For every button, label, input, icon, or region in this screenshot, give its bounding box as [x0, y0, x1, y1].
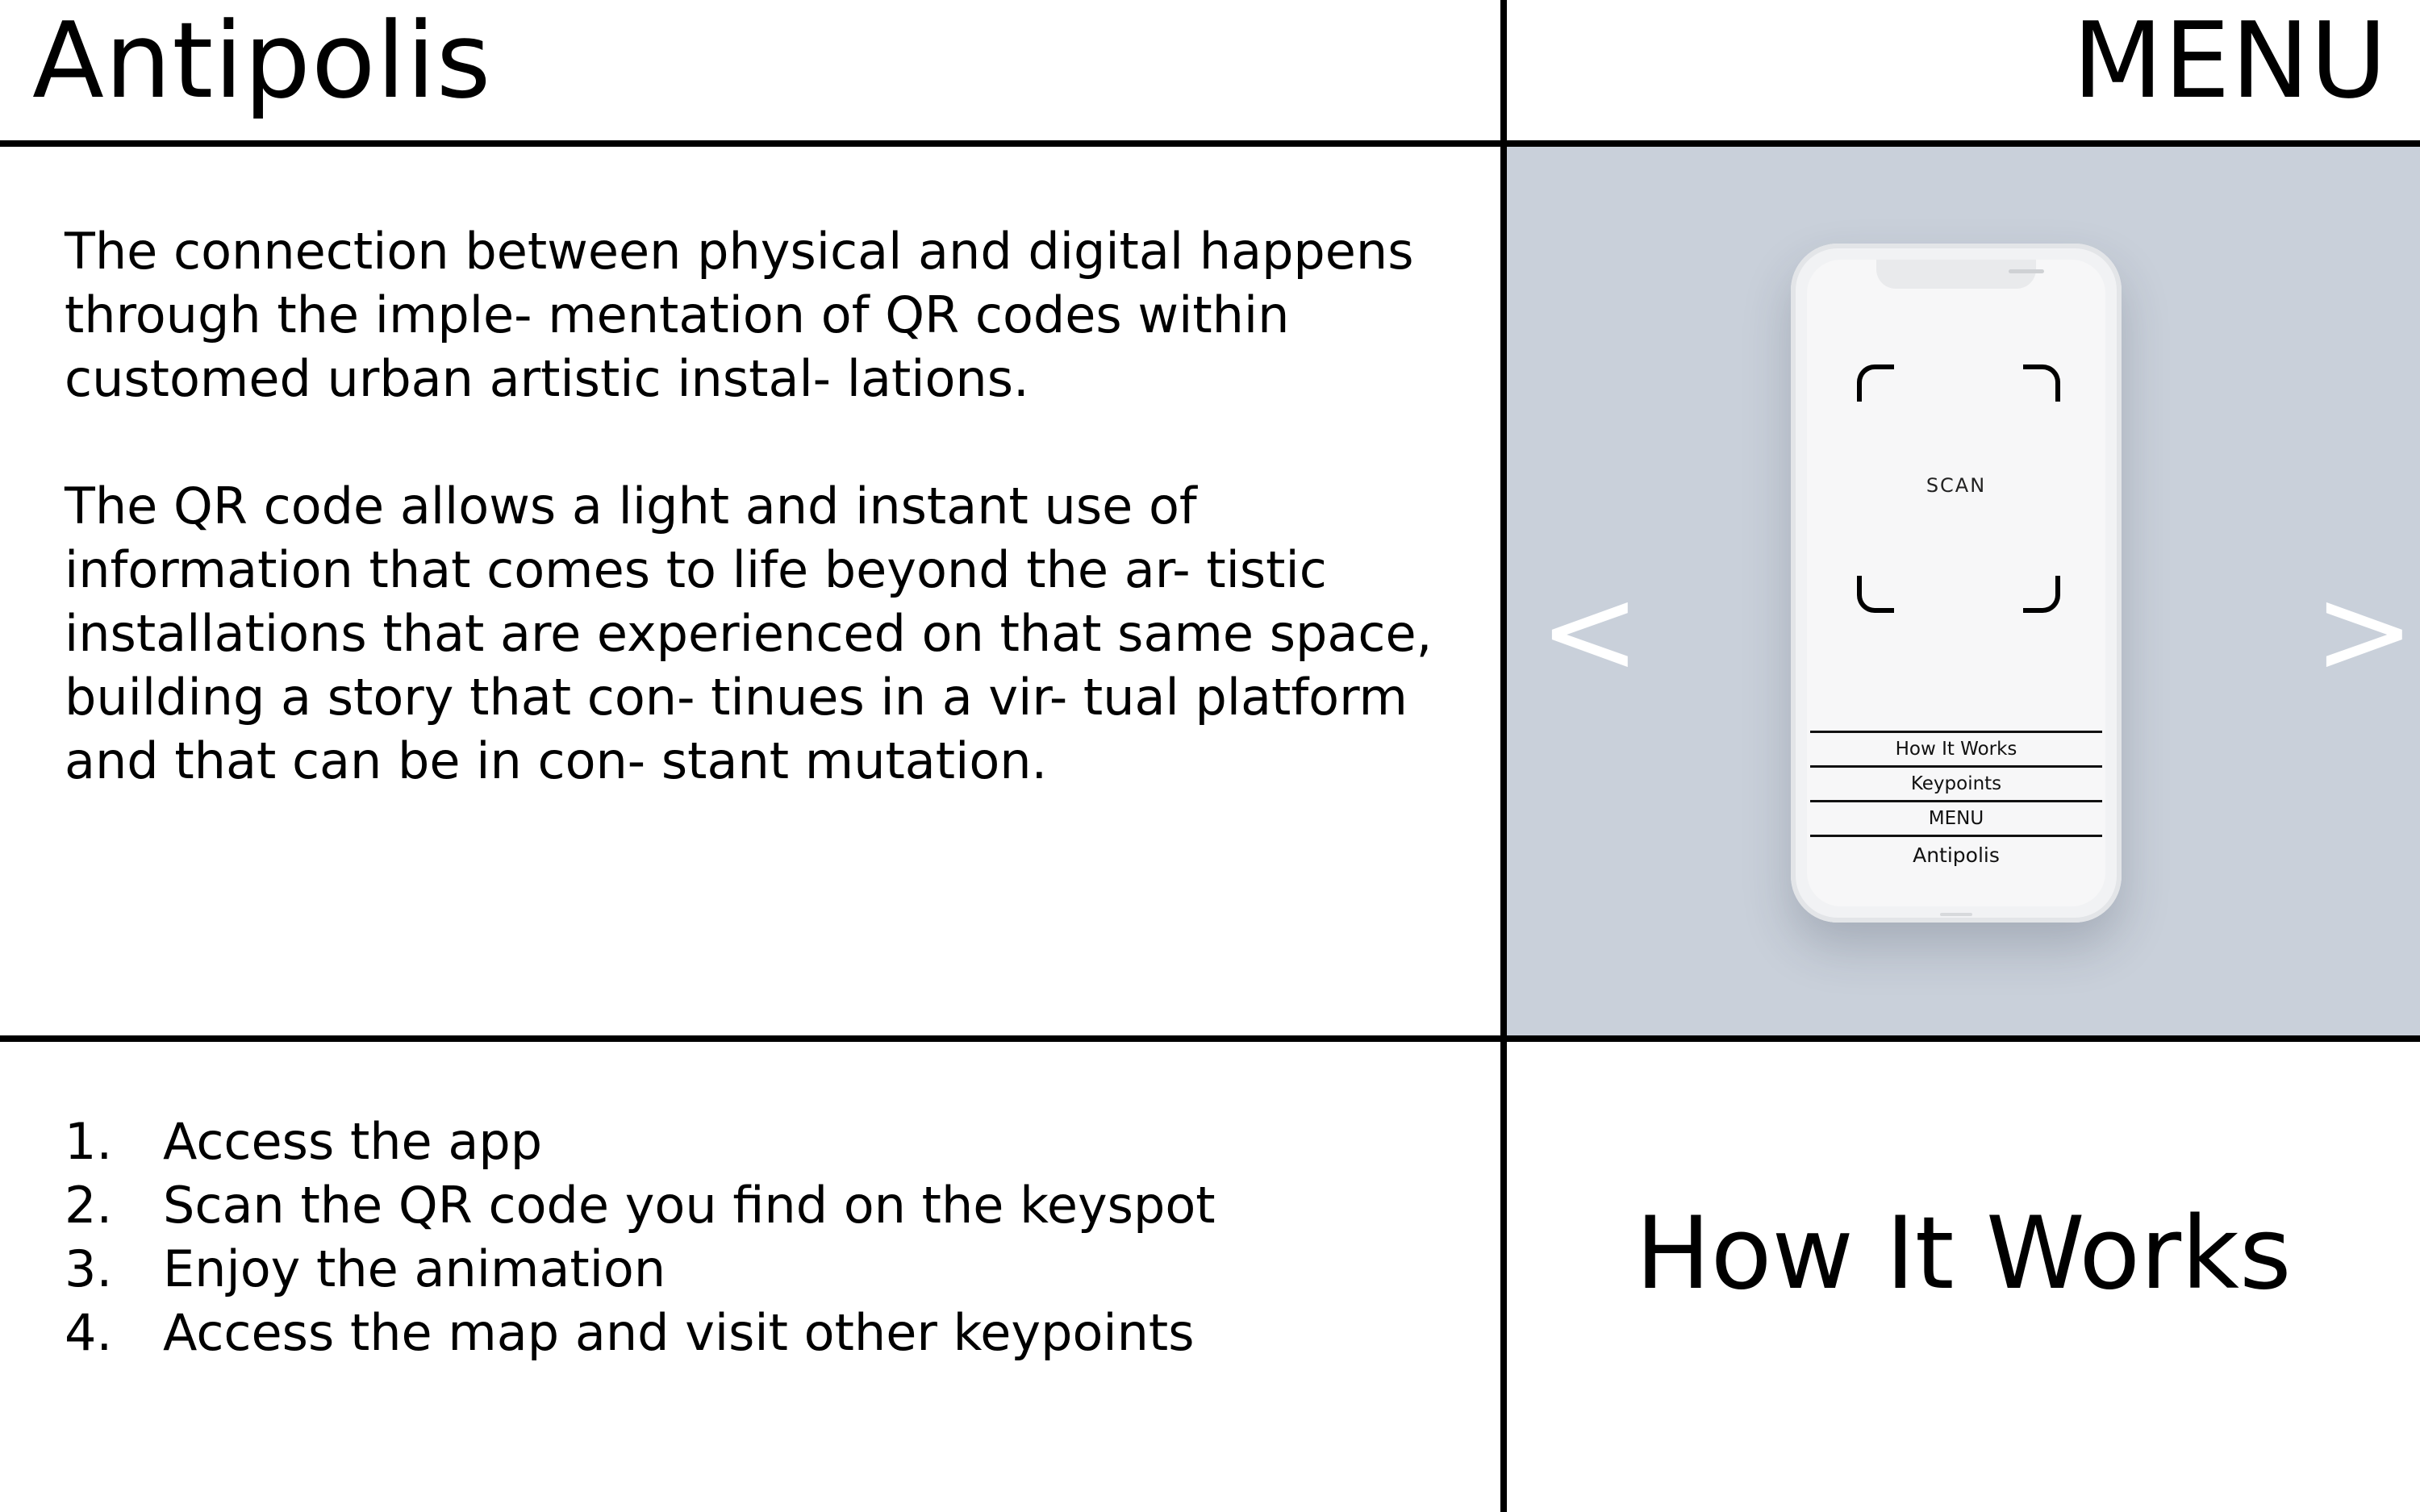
step-number: 4. — [65, 1303, 113, 1362]
speaker-icon — [2009, 269, 2044, 273]
chevron-left-icon[interactable]: < — [1539, 561, 1641, 702]
step-number: 1. — [65, 1112, 113, 1171]
site-logo[interactable]: Antipolis — [32, 0, 492, 122]
vertical-divider — [1500, 0, 1507, 1512]
step-number: 3. — [65, 1239, 113, 1298]
phone-notch — [1876, 260, 2036, 289]
chevron-right-icon[interactable]: > — [2314, 561, 2415, 702]
phone-menu-item-antipolis[interactable]: Antipolis — [1810, 835, 2102, 874]
list-item — [65, 1237, 1484, 1301]
list-item — [65, 1173, 1484, 1237]
list-item — [65, 1110, 1484, 1173]
phone-menu — [1810, 731, 2102, 874]
phone-menu-item-how-it-works[interactable]: How It Works — [1810, 731, 2102, 765]
step-number: 2. — [65, 1176, 113, 1235]
scan-frame-corner-icon — [1857, 576, 1894, 613]
phone-mockup — [1791, 244, 2122, 923]
intro-paragraph: The QR code allows a light and instant use of information that comes to life beyond the ar- tistic installations that are experienced on that same space, building a story that con- tinues in a vir- tual platform and that can be in con- stant mutation. — [65, 477, 1433, 790]
home-indicator — [1940, 913, 1972, 916]
steps-list — [65, 1110, 1484, 1364]
header-divider — [0, 140, 2420, 147]
step-text: Access the map and visit other keypoints — [163, 1303, 1195, 1362]
list-item — [65, 1301, 1484, 1364]
section-title: How It Works — [1635, 1196, 2292, 1312]
scan-button[interactable]: SCAN — [1926, 474, 1987, 497]
phone-screen — [1807, 260, 2105, 906]
menu-button[interactable]: MENU — [2072, 0, 2388, 122]
image-carousel — [1507, 147, 2420, 1035]
phone-menu-item-keypoints[interactable]: Keypoints — [1810, 765, 2102, 800]
intro-text — [65, 219, 1468, 793]
carousel-slide — [1507, 147, 2420, 1035]
intro-paragraph: The connection between physical and digital happens through the imple- mentation of QR codes within customed urban artistic instal- lations. — [65, 222, 1414, 408]
scan-frame-corner-icon — [2023, 576, 2060, 613]
scan-frame-corner-icon — [2023, 364, 2060, 402]
phone-menu-item-menu[interactable]: MENU — [1810, 800, 2102, 835]
step-text: Enjoy the animation — [163, 1239, 666, 1298]
step-text: Access the app — [163, 1112, 543, 1171]
section-divider — [0, 1035, 2420, 1042]
step-text: Scan the QR code you find on the keyspot — [163, 1176, 1216, 1235]
scan-frame-corner-icon — [1857, 364, 1894, 402]
